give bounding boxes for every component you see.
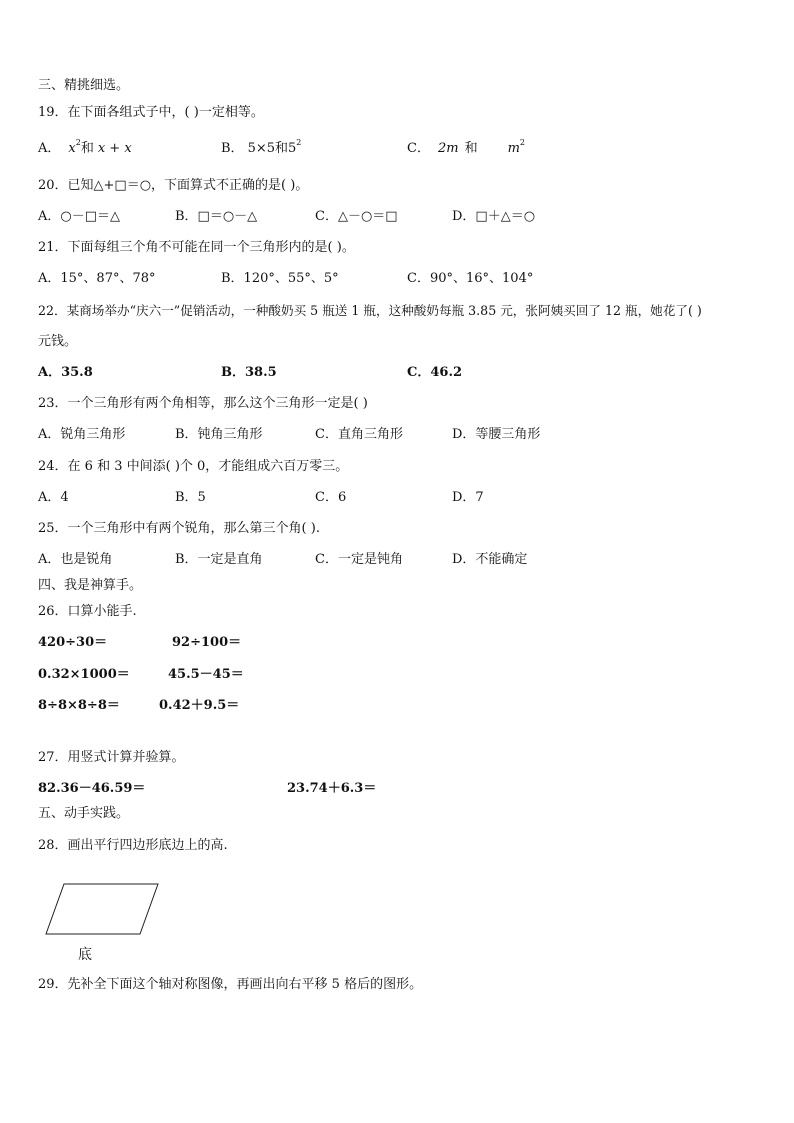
q19-option-b: B． 5×5和$5^2$ [221,138,302,156]
question-20-stem: 20．已知△+□＝○，下面算式不正确的是( )。 [38,178,309,193]
q26-item: 420÷30＝ [38,635,108,650]
question-26-stem: 26．口算小能手. [38,604,137,619]
q25-option-a: A．也是锐角 [38,552,113,567]
q19-option-c: C． 2m 和 $m^2$ [407,138,525,156]
question-19-stem: 19．在下面各组式子中，( )一定相等。 [38,105,264,120]
q26-item: 45.5－45＝ [168,667,244,682]
q25-option-c: C．一定是钝角 [315,552,403,567]
q23-option-c: C．直角三角形 [315,427,403,442]
q22-option-a: A．35.8 [38,365,93,380]
question-23-stem: 23．一个三角形有两个角相等，那么这个三角形一定是( ) [38,396,368,411]
q20-option-c: C．△－○＝□ [315,209,398,224]
question-22-stem-line1: 22．某商场举办“庆六一”促销活动，一种酸奶买 5 瓶送 1 瓶，这种酸奶每瓶 3.85 元，张阿姨买回了 12 瓶，她花了( ) [38,303,702,318]
question-24-stem: 24．在 6 和 3 中间添( )个 0，才能组成六百万零三。 [38,459,349,474]
q20-option-a: A．○－□＝△ [38,209,121,224]
q22-option-b: B．38.5 [221,365,277,380]
section-heading-3: 三、精挑细选。 [38,78,130,93]
question-28-stem: 28．画出平行四边形底边上的高. [38,838,228,853]
q22-option-c: C．46.2 [407,365,463,380]
q21-option-a: A．15°、87°、78° [38,271,156,286]
q26-item: 0.32×1000＝ [38,667,130,682]
q21-option-c: C．90°、16°、104° [407,271,534,286]
section-heading-4: 四、我是神算手。 [38,578,143,593]
q26-item: 8÷8×8÷8＝ [38,698,120,713]
q24-option-d: D．7 [452,490,484,505]
q24-option-c: C．6 [315,490,347,505]
q24-option-a: A．4 [38,490,69,505]
parallelogram-figure [40,880,170,940]
q19-option-a: A． $x^2$和 x + x [38,138,132,156]
question-25-stem: 25．一个三角形中有两个锐角，那么第三个角( ). [38,521,320,536]
question-27-stem: 27．用竖式计算并验算。 [38,750,185,765]
q21-option-b: B．120°、55°、5° [221,271,339,286]
question-22-stem-line2: 元钱。 [38,334,78,349]
q20-option-b: B．□＝○－△ [175,209,258,224]
q25-option-d: D．不能确定 [452,552,528,567]
q23-option-a: A．锐角三角形 [38,427,126,442]
parallelogram-base-label: 底 [78,947,92,963]
question-29-stem: 29．先补全下面这个轴对称图像，再画出向右平移 5 格后的图形。 [38,977,423,992]
q23-option-b: B．钝角三角形 [175,427,263,442]
q26-item: 92÷100＝ [172,635,242,650]
q25-option-b: B．一定是直角 [175,552,263,567]
question-21-stem: 21．下面每组三个角不可能在同一个三角形内的是( )。 [38,240,355,255]
q24-option-b: B．5 [175,490,206,505]
q27-item: 82.36－46.59＝ [38,781,146,796]
q27-item: 23.74＋6.3＝ [287,781,377,796]
section-heading-5: 五、动手实践。 [38,806,130,821]
q23-option-d: D．等腰三角形 [452,427,541,442]
q26-item: 0.42＋9.5＝ [159,698,240,713]
q20-option-d: D．□＋△＝○ [452,209,536,224]
